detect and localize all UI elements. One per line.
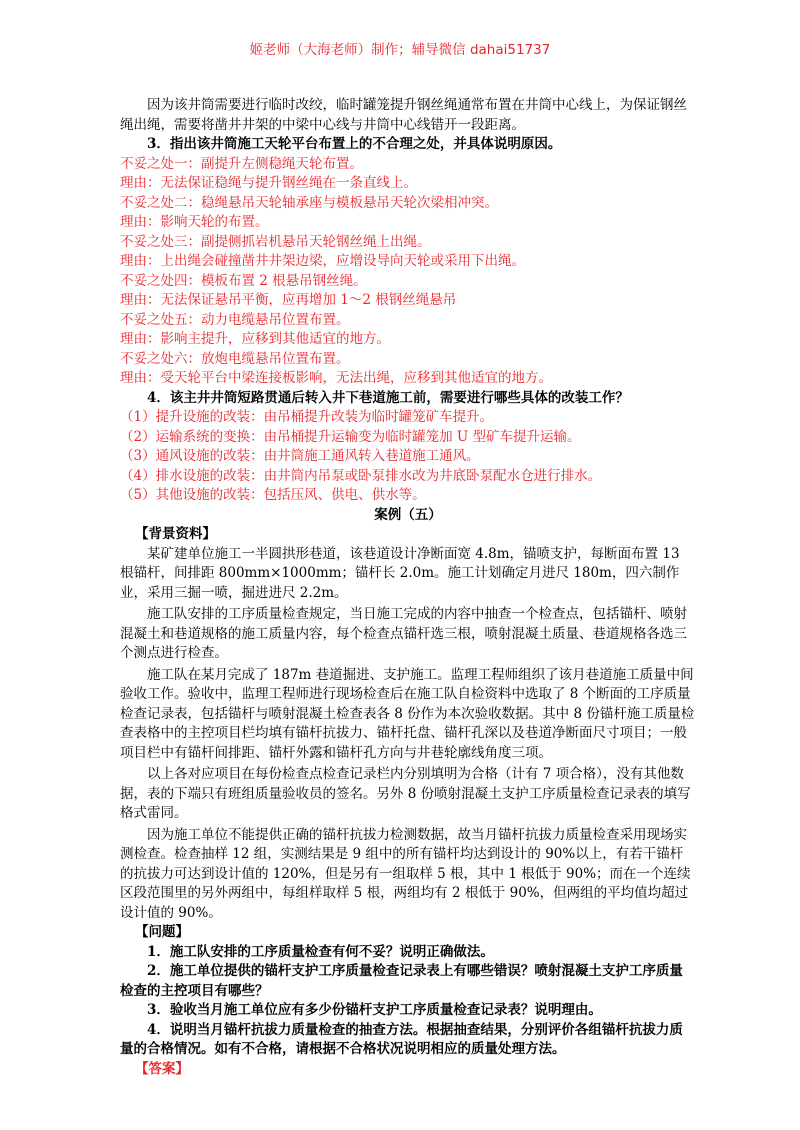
answer-line: 理由：影响主提升，应移到其他适宜的地方。	[120, 331, 390, 347]
case-title: 案例（五）	[374, 506, 442, 523]
answer-list-item: （3）通风设施的改装：由井筒施工通风转入巷道施工通风。	[120, 448, 480, 464]
background-paragraph: 以上各对应项目在每份检查点检查记录栏内分别填明为合格（计有 7 项合格），没有其他数据，表的下端只有班组质量验收员的签名。另外 8 份喷射混凝土支护工序质量检查记录表的填写格式雷同。	[120, 766, 691, 821]
answer-line: 理由：无法保证悬吊平衡，应再增加 1～2 根钢丝绳悬吊	[120, 292, 457, 308]
answer-line: 不妥之处一：副提升左侧稳绳天轮布置。	[120, 155, 363, 172]
background-paragraph: 施工队在某月完成了 187m 巷道掘进、支护施工。监理工程师组织了该月巷道施工质量中间验收工作。验收中，监理工程师进行现场检查后在施工队自检资料中选取了 8 个断面的工序质量检查记录表，包括锚杆与喷射混凝土检查表各 8 份作为本次验收数据。其中 8 份锚杆施工质量检查表格中的主控项目栏均填有锚杆抗拔力、锚杆托盘、锚杆孔深以及巷道净断面尺寸项目；一般项目栏中有锚杆间排距、锚杆外露和锚杆孔方向与井巷轮廓线角度三项。	[120, 666, 695, 761]
question-item: 1．施工队安排的工序质量检查有何不妥？说明正确做法。	[147, 943, 494, 960]
answer-list-item: （5）其他设施的改装：包括压风、供电、供水等。	[120, 487, 426, 503]
answer-list-item: （1）提升设施的改装：由吊桶提升改装为临时罐笼矿车提升。	[120, 409, 494, 425]
answer-line: 理由：影响天轮的布置。	[120, 214, 269, 230]
answer-line: 理由：无法保证稳绳与提升钢丝绳在一条直线上。	[120, 175, 417, 191]
background-heading: 【背景资料】	[135, 526, 216, 542]
answer-line: 不妥之处四：模板布置 2 根悬吊钢丝绳。	[120, 272, 367, 289]
answer-list-item: （4）排水设施的改装：由井筒内吊泵或卧泵排水改为井底卧泵配水仓进行排水。	[120, 467, 602, 484]
question-item: 4．说明当月锚杆抗拔力质量检查的抽查方法。根据抽查结果，分别评价各组锚杆抗拔力质量的合格情况。如有不合格，请根据不合格状况说明相应的质量处理方法。	[120, 1021, 683, 1057]
answer-line: 理由：上出绳会碰撞凿井井架边梁，应增设导向天轮或采用下出绳。	[120, 253, 525, 269]
question-item: 2．施工单位提供的锚杆支护工序质量检查记录表上有哪些错误？喷射混凝土支护工序质量检查的主控项目有哪些？	[120, 963, 683, 999]
background-paragraph: 某矿建单位施工一半圆拱形巷道，该巷道设计净断面宽 4.8m，锚喷支护，每断面布置 13 根锚杆，间排距 800mm×1000mm；锚杆长 2.0m。施工计划确定月进尺 180m，四六制作业，采用三掘一喷，掘进进尺 2.2m。	[120, 545, 680, 601]
answer-heading: 【答案】	[135, 1060, 189, 1077]
questions-heading: 【问题】	[135, 924, 189, 940]
question-item: 3．验收当月施工单位应有多少份锚杆支护工序质量检查记录表？说明理由。	[147, 1002, 602, 1018]
background-paragraph: 因为施工单位不能提供正确的锚杆抗拔力检测数据，故当月锚杆抗拔力质量检查采用现场实测检查。检查抽样 12 组，实测结果是 9 组中的所有锚杆均达到设计的 90%以上，有若干锚杆的抗拔力可达到设计值的 120%，但是另有一组取样 5 根，其中 1 根低于 90%；而在一个连续区段范围里的另外两组中，每组样取样 5 根，两组均有 2 根低于 90%，但两组的平均值均超过设计值的 90%。	[120, 826, 691, 921]
answer-line: 不妥之处二：稳绳悬吊天轮轴承座与模板悬吊天轮次梁相冲突。	[120, 194, 498, 211]
answer-line: 理由：受天轮平台中梁连接板影响，无法出绳，应移到其他适宜的地方。	[120, 370, 552, 386]
intro-paragraph: 因为该井筒需要进行临时改绞，临时罐笼提升钢丝绳通常布置在井筒中心线上，为保证钢丝绳出绳，需要将凿井井架的中梁中心线与井筒中心线错开一段距离。	[120, 97, 687, 133]
answer-line: 不妥之处五：动力电缆悬吊位置布置。	[120, 311, 350, 328]
answer-list-item: （2）运输系统的变换：由吊桶提升运输变为临时罐笼加 U 型矿车提升运输。	[120, 428, 581, 445]
question-4: 4．该主井井筒短路贯通后转入井下巷道施工前，需要进行哪些具体的改装工作？	[147, 389, 629, 406]
background-paragraph: 施工队安排的工序质量检查规定，当日施工完成的内容中抽查一个检查点，包括锚杆、喷射混凝土和巷道规格的施工质量内容，每个检查点锚杆选三根，喷射混凝土质量、巷道规格各选三个测点进行检查。	[120, 606, 687, 661]
document-body	[120, 96, 696, 1079]
page-header-watermark: 姬老师（大海老师）制作；辅导微信 dahai51737	[249, 42, 551, 58]
question-3: 3．指出该井筒施工天轮平台布置上的不合理之处，并具体说明原因。	[147, 136, 562, 152]
answer-line: 不妥之处六：放炮电缆悬吊位置布置。	[120, 350, 350, 367]
answer-line: 不妥之处三：副提侧抓岩机悬吊天轮钢丝绳上出绳。	[120, 233, 431, 250]
